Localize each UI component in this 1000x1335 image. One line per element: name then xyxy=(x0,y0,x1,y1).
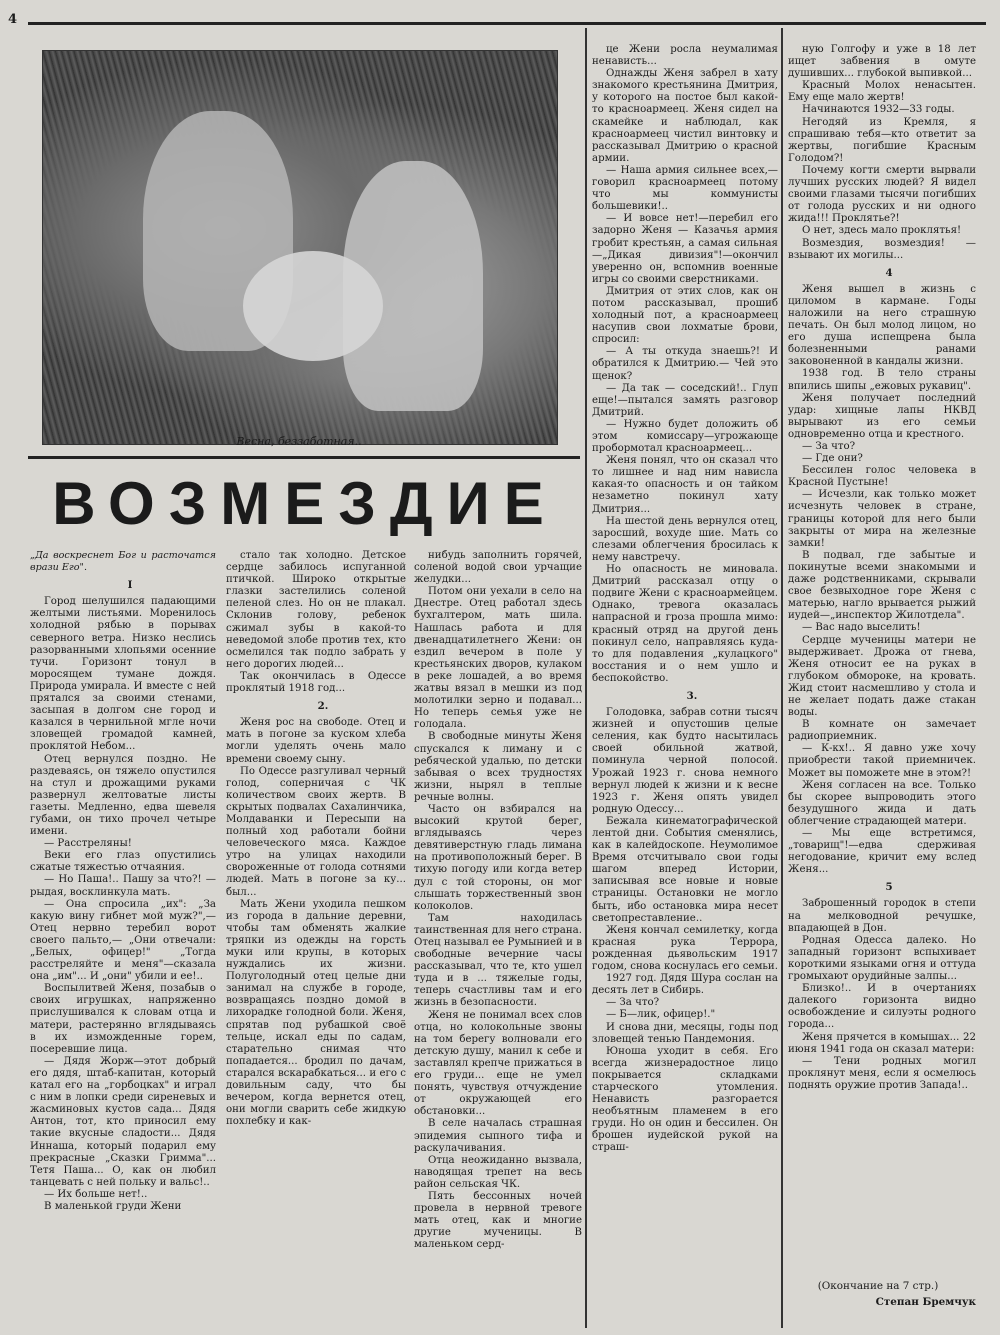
article-paragraph: 1938 год. В тело страны впились шипы „ежовых рукавиц". xyxy=(788,368,976,392)
article-paragraph: — Б—лик, офицер!." xyxy=(606,1009,716,1021)
article-paragraph: Дмитрия от этих слов, как он потом рассказывал, прошиб холодный пот, а красноармеец насупив свои лохматые брови, спросил: xyxy=(592,285,778,346)
article-paragraph: Бессилен голос человека в Красной Пустыне! xyxy=(788,465,976,489)
article-paragraph: Веки его глаз опустились сжатые тяжестью отчаяния. xyxy=(30,850,216,874)
article-paragraph: Женя вышел в жизнь с циломом в кармане. Годы наложили на него страшную печать. Он был молод лицом, но его душа испещрена была болезненными ранами заковоненной в кандалы жизни. xyxy=(788,283,976,368)
article-paragraph: Пять бессонных ночей провела в нервной тревоге мать отец, как и многие другие мученицы. В маленьком серд- xyxy=(414,1190,582,1251)
section-number: 3. xyxy=(686,689,698,702)
article-paragraph: — Но Паша!.. Пашу за что?! — рыдая, восклинкула мать. xyxy=(30,874,216,898)
article-paragraph: Однажды Женя забрел в хату знакомого крестьянина Дмитрия, у которого на постое был какой-то красноармеец. Женя сидел на скамейке и наблюдал, как красноармеец чистил винтовку и рассказывал Дмитрию о красной армии. xyxy=(592,68,778,164)
article-paragraph: Голодовка, забрав сотни тысяч жизней и опустошив целые селения, как будто насытилась своей обильной жатвой, поминула черной полосой. Урожай 1923 г. снова немного вернул людей к жизни и к весне 1923 г. Женя опять увидел родную Одессу... xyxy=(592,707,778,815)
section-number: I xyxy=(127,579,133,592)
article-paragraph: Близко!.. И в очертаниях далекого горизонта видно освобождение и силуэты родного города... xyxy=(788,983,976,1031)
article-paragraph: Мать Жени уходила пешком из города в дальние деревни, чтобы там обменять жалкие тряпки из одежды на горсть муки или крупы, в которых нуждались их жизни. Полуголодный отец целые дни занимал на службе в городе, возвращаясь поздно домой в лихорадке голодной боли. Женя, спрятав под рубашкой своё тельце, искал еды по садам, старательно снимая что попадается... бродил по дачам, старался вскарабкаться... и его с довильным саду, что бы вечером, когда вернется отец, они могли сварить себе жидкую похлебку и как- xyxy=(226,898,406,1128)
article-paragraph: — А ты откуда знаешь?! И обратился к Дмитрию.— Чей это щенок? xyxy=(592,346,778,382)
article-paragraph: — Тени родных могил проклянут меня, если я осмелюсь поднять оружие против Запада!.. xyxy=(788,1055,976,1091)
article-paragraph: ную Голгофу и уже в 18 лет ищет забвения в омуте душивших... глубокой выпивкой... xyxy=(788,44,976,80)
article-paragraph: — Вас надо выселить! xyxy=(802,622,921,634)
article-paragraph: — Она спросила „их": „За какую вину гибнет мой муж?",— Отец нервно теребил ворот своего пальто,— „Они отвечали: „Белых, офицер!" „Тогда расстреляйте и меня"—сказала она „им"... И „они" убили и ее!.. xyxy=(30,898,216,983)
article-paragraph: Женя согласен на все. Только бы скорее выпроводить этого безудушного жида и дать облегчение страдающей матери. xyxy=(788,779,976,827)
continuation-note: (Окончание на 7 стр.) xyxy=(817,1280,939,1292)
article-paragraph: Сердце мученицы матери не выдерживает. Дрожа от гнева, Женя относит ее на руках в глубоком обмороке, на кровать. Жид стоит насмешливо у стола и не желает подать даже стакан воды. xyxy=(788,634,976,719)
article-paragraph: — Да так — соседский!.. Глуп еще!—пытался замять разговор Дмитрий. xyxy=(592,382,778,418)
headline: ВОЗМЕЗДИЕ xyxy=(52,470,558,537)
article-paragraph: — Где они? xyxy=(802,453,863,465)
article-paragraph: Женя прячется в комышах... 22 июня 1941 года он сказал матери: xyxy=(788,1031,976,1055)
article-paragraph: В маленькой груди Жени xyxy=(44,1200,182,1212)
article-paragraph: По Одессе разгуливал черный голод, соперничая с ЧК количеством своих жертв. В скрытых подвалах Сахалинчика, Молдаванки и Пересыпи на полный ход работали бойни человеческого мяса. Каждое утро на улицах находили свороженные от голода сотнями людей. Мать в погоне за ку... был... xyxy=(226,765,406,898)
article-paragraph: Заброшенный городок в степи на мелководной речушке, впадающей в Дон. xyxy=(788,898,976,934)
article-paragraph: — К-кх!.. Я давно уже хочу приобрести такой приемничек. Может вы поможете мне в этом?! xyxy=(788,743,976,779)
article-paragraph: нибудь заполнить горячей, соленой водой свои урчащие желудки... xyxy=(414,550,582,586)
article-paragraph: В подвал, где забытые и покинутые всеми знакомыми и даже родственниками, скрывали свое безвыходное горе Женя с матерью, нагло врывается рыжий иудей—„инспектор Жилотдела". xyxy=(788,549,976,622)
article-paragraph: Начинаются 1932—33 годы. xyxy=(802,104,955,116)
epigraph: „Да воскреснет Бог и расточатся врази Его". xyxy=(30,550,216,574)
section-number: 2. xyxy=(317,700,329,713)
article-paragraph: В свободные минуты Женя спускался к лиману и с ребяческой удалью, по детски забывая о всех трудностях жизни, нырял в теплые речные волны. xyxy=(414,731,582,803)
article-paragraph: Часто он взбирался на высокий крутой берег, вглядываясь через девятиверстную гладь лимана на противоположный берег. В тихую погоду или когда ветер дул с той стороны, он мог слышать торжественный звон колоколов. xyxy=(414,803,582,912)
photo xyxy=(42,50,558,445)
article-paragraph: Женя понял, что он сказал что то лишнее и над ним нависла какая-то опасность и он тайком незаметно покинул хату Дмитрия... xyxy=(592,455,778,515)
article-paragraph: — За что? xyxy=(802,441,856,452)
article-paragraph: Негодяй из Кремля, я спрашиваю тебя—кто ответит за жертвы, погибшие Красным Голодом?! xyxy=(788,116,976,164)
article-paragraph: Потом они уехали в село на Днестре. Отец работал здесь бухгалтером, мать шила. Нашлась работа и для двенадцатилетнего Жени: он ездил вечером в поле у крестьянских дворов, кулаком в реке лошадей, а во время жатвы вязал в мешки из под молотилки зерно и подавал... Но теперь семья уже не голодала. xyxy=(414,586,582,731)
article-paragraph: Бежала кинематографической лентой дни. События сменялись, как в калейдоскопе. Неумолимое Время отсчитывало свои годы шагом вперед Истории, записывая все новые и новые страницы. Остановки не могло быть, ибо остановка мира несет светопреставление.. xyxy=(592,815,778,924)
article-paragraph: 1927 год. Дядя Шура сослан на десять лет в Сибирь. xyxy=(592,973,778,997)
article-paragraph: Так окончилась в Одессе проклятый 1918 год... xyxy=(226,670,406,695)
article-paragraph: О нет, здесь мало проклятья! xyxy=(802,225,962,237)
article-paragraph: В комнате он замечает радиоприемник. xyxy=(788,719,976,743)
article-paragraph: — Нужно будет доложить об этом комиссару—угрожающе пробормотал красноармеец... xyxy=(592,418,778,455)
article-paragraph: — Наша армия сильнее всех,—говорил красноармеец потому что мы коммунисты большевики!.. xyxy=(592,164,778,213)
photo-lamb xyxy=(243,251,383,361)
article-paragraph: — Их больше нет!.. xyxy=(44,1188,148,1200)
column-divider xyxy=(781,28,783,1328)
article-paragraph: це Жени росла неумалимая ненависть... xyxy=(592,44,778,68)
page-number: 4 xyxy=(8,12,18,27)
article-paragraph: На шестой день вернулся отец, заросший, вохуде шие. Мать со слезами облегчения бросилась к нему навстречу. xyxy=(592,515,778,563)
article-paragraph: Женя кончал семилетку, когда красная рука Террора, рожденная дьявольским 1917 годом, снова коснулась его семьи. xyxy=(592,924,778,973)
article-paragraph: Но опасность не миновала. Дмитрий рассказал отцу о подвиге Жени с красноармейцем. Однако, тревога оказалась напрасной и гроза прошла мимо: красный отряд на другой день покинул село, направляясь куда-то для подавления „кулацкого" восстания и о нем ушло и беспокойство. xyxy=(592,564,778,684)
article-paragraph: Женя не понимал всех слов отца, но колокольные звоны на том берегу волновали его детскую душу, манил к себе и заставлял крепче прижаться в его груди... еще не умел понять, чувствуя отчуждение от окружающей его обстановки... xyxy=(414,1009,582,1118)
section-number: 4 xyxy=(885,266,893,279)
signature-block xyxy=(780,1280,976,1308)
article-paragraph: Возмездия, возмездия! —взывают их могилы... xyxy=(788,237,976,261)
article-paragraph: Женя получает последний удар: хищные лапы НКВД вырывают из его семьи одновременно отца и крестного. xyxy=(788,392,976,440)
article-paragraph: стало так холодно. Детское сердце забилось испуганной птичкой. Широко открытые глазки застелились соленой пеленой слез. Но он не плакал. Склонив голову, ребенок сжимал зубы в какой-то неведомой злобе против тех, кто осмелился так подло забрать у него дорогих людей... xyxy=(226,550,406,670)
article-paragraph: Там находилась таинственная для него страна. Отец называл ее Румынией и в свободные вечерние часы рассказывал, что те, кто ушел туда и в ... тяжелые годы, теперь счастливы там и его жизнь в безопасности. xyxy=(414,912,582,1009)
column-3 xyxy=(414,550,582,1325)
article-paragraph: — Дядя Жорж—этот добрый его дядя, штаб-капитан, который катал его на „горбоцках" и играл с ним в лопки среди сиреневых и жасминовых кустов сада... Дядя Антон, тот, кто приносил ему такие вкусные сладости... Дядя Иннаша, который подарил ему прекрасные „Сказки Гримма"... Тетя Паша... О, как он любил танцевать с ней польку и вальс!.. xyxy=(30,1055,216,1188)
column-4 xyxy=(592,44,778,1325)
mid-rule xyxy=(28,456,580,459)
column-divider xyxy=(585,28,587,1328)
article-paragraph: Юноша уходит в себя. Его всегда жизнерадостное лицо покрывается складками старческого утомления. Ненависть разгорается необъятным пламенем в его груди. Но он один и бессилен. Он брошен иудейской рукой на страш- xyxy=(592,1045,778,1154)
section-number: 5 xyxy=(885,881,893,894)
article-paragraph: — За что? xyxy=(606,997,660,1009)
article-paragraph: — Исчезли, как только может исчезнуть человек в стране, границы которой для него были закрыты от мира на железные замки! xyxy=(788,489,976,549)
photo-caption: Весна, беззаботная.. xyxy=(236,435,362,448)
article-paragraph: Воспылитвей Женя, позабыв о своих игрушках, напряженно прислушивался к словам отца и матери, растерянно вглядываясь в их изможденные горем, посеревшие лица. xyxy=(30,983,216,1055)
author-name: Степан Бремчук xyxy=(875,1296,976,1308)
article-paragraph: Отец вернулся поздно. Не раздеваясь, он тяжело опустился на стул и дрожащими руками развернул желтоватые листы газеты. Медленно, едва шевеля губами, он тихо прочел четыре имени. xyxy=(30,753,216,838)
article-paragraph: Красный Молох ненасытен. Ему еще мало жертв! xyxy=(788,80,976,104)
top-rule xyxy=(28,22,986,25)
column-2 xyxy=(226,550,406,1325)
article-paragraph: Женя рос на свободе. Отец и мать в погоне за куском хлеба могли уделять очень мало времени своему сыну. xyxy=(226,717,406,765)
article-paragraph: — Мы еще встретимся, „товарищ"!—едва сдерживая негодование, кричит ему вслед Женя... xyxy=(788,828,976,876)
column-1 xyxy=(30,550,216,1325)
article-paragraph: — Расстреляны! xyxy=(44,838,132,850)
column-5 xyxy=(788,44,976,1274)
article-paragraph: — И вовсе нет!—перебил его задорно Женя — Казачья армия гробит крестьян, а самая сильная—„Дикая дивизия"!—окончил уверенно он, вспомнив военные игры со своими сверстниками. xyxy=(592,213,778,285)
article-paragraph: Отца неожиданно вызвала, наводящая трепет на весь район сельская ЧК. xyxy=(414,1154,582,1190)
article-paragraph: И снова дни, месяцы, годы под зловещей тенью Пандемония. xyxy=(592,1021,778,1045)
article-paragraph: Родная Одесса далеко. Но западный горизонт вспыхивает короткими языками огня и оттуда громыхают орудийные залпы... xyxy=(788,934,976,983)
article-paragraph: В селе началась страшная эпидемия сыпного тифа и раскулачивания. xyxy=(414,1118,582,1154)
article-paragraph: Почему когти смерти вырвали лучших русских людей? Я видел своими глазами тысячи погибших от голода русских и ни одного жида!!! Проклятье?! xyxy=(788,164,976,225)
article-paragraph: Город шелушился падающими желтыми листьями. Моренилось холодной рябью в порывах северного ветра. Низко неслись разорванными хлопьями осенние тучи. Горизонт тонул в моросящем тумане дождя. Природа умирала. И вместе с ней прятался за своими стенами, засыпая в долгом сне город и казался в чернильной мгле ночи зловещей громадой камней, проклятой Небом... xyxy=(30,596,216,753)
